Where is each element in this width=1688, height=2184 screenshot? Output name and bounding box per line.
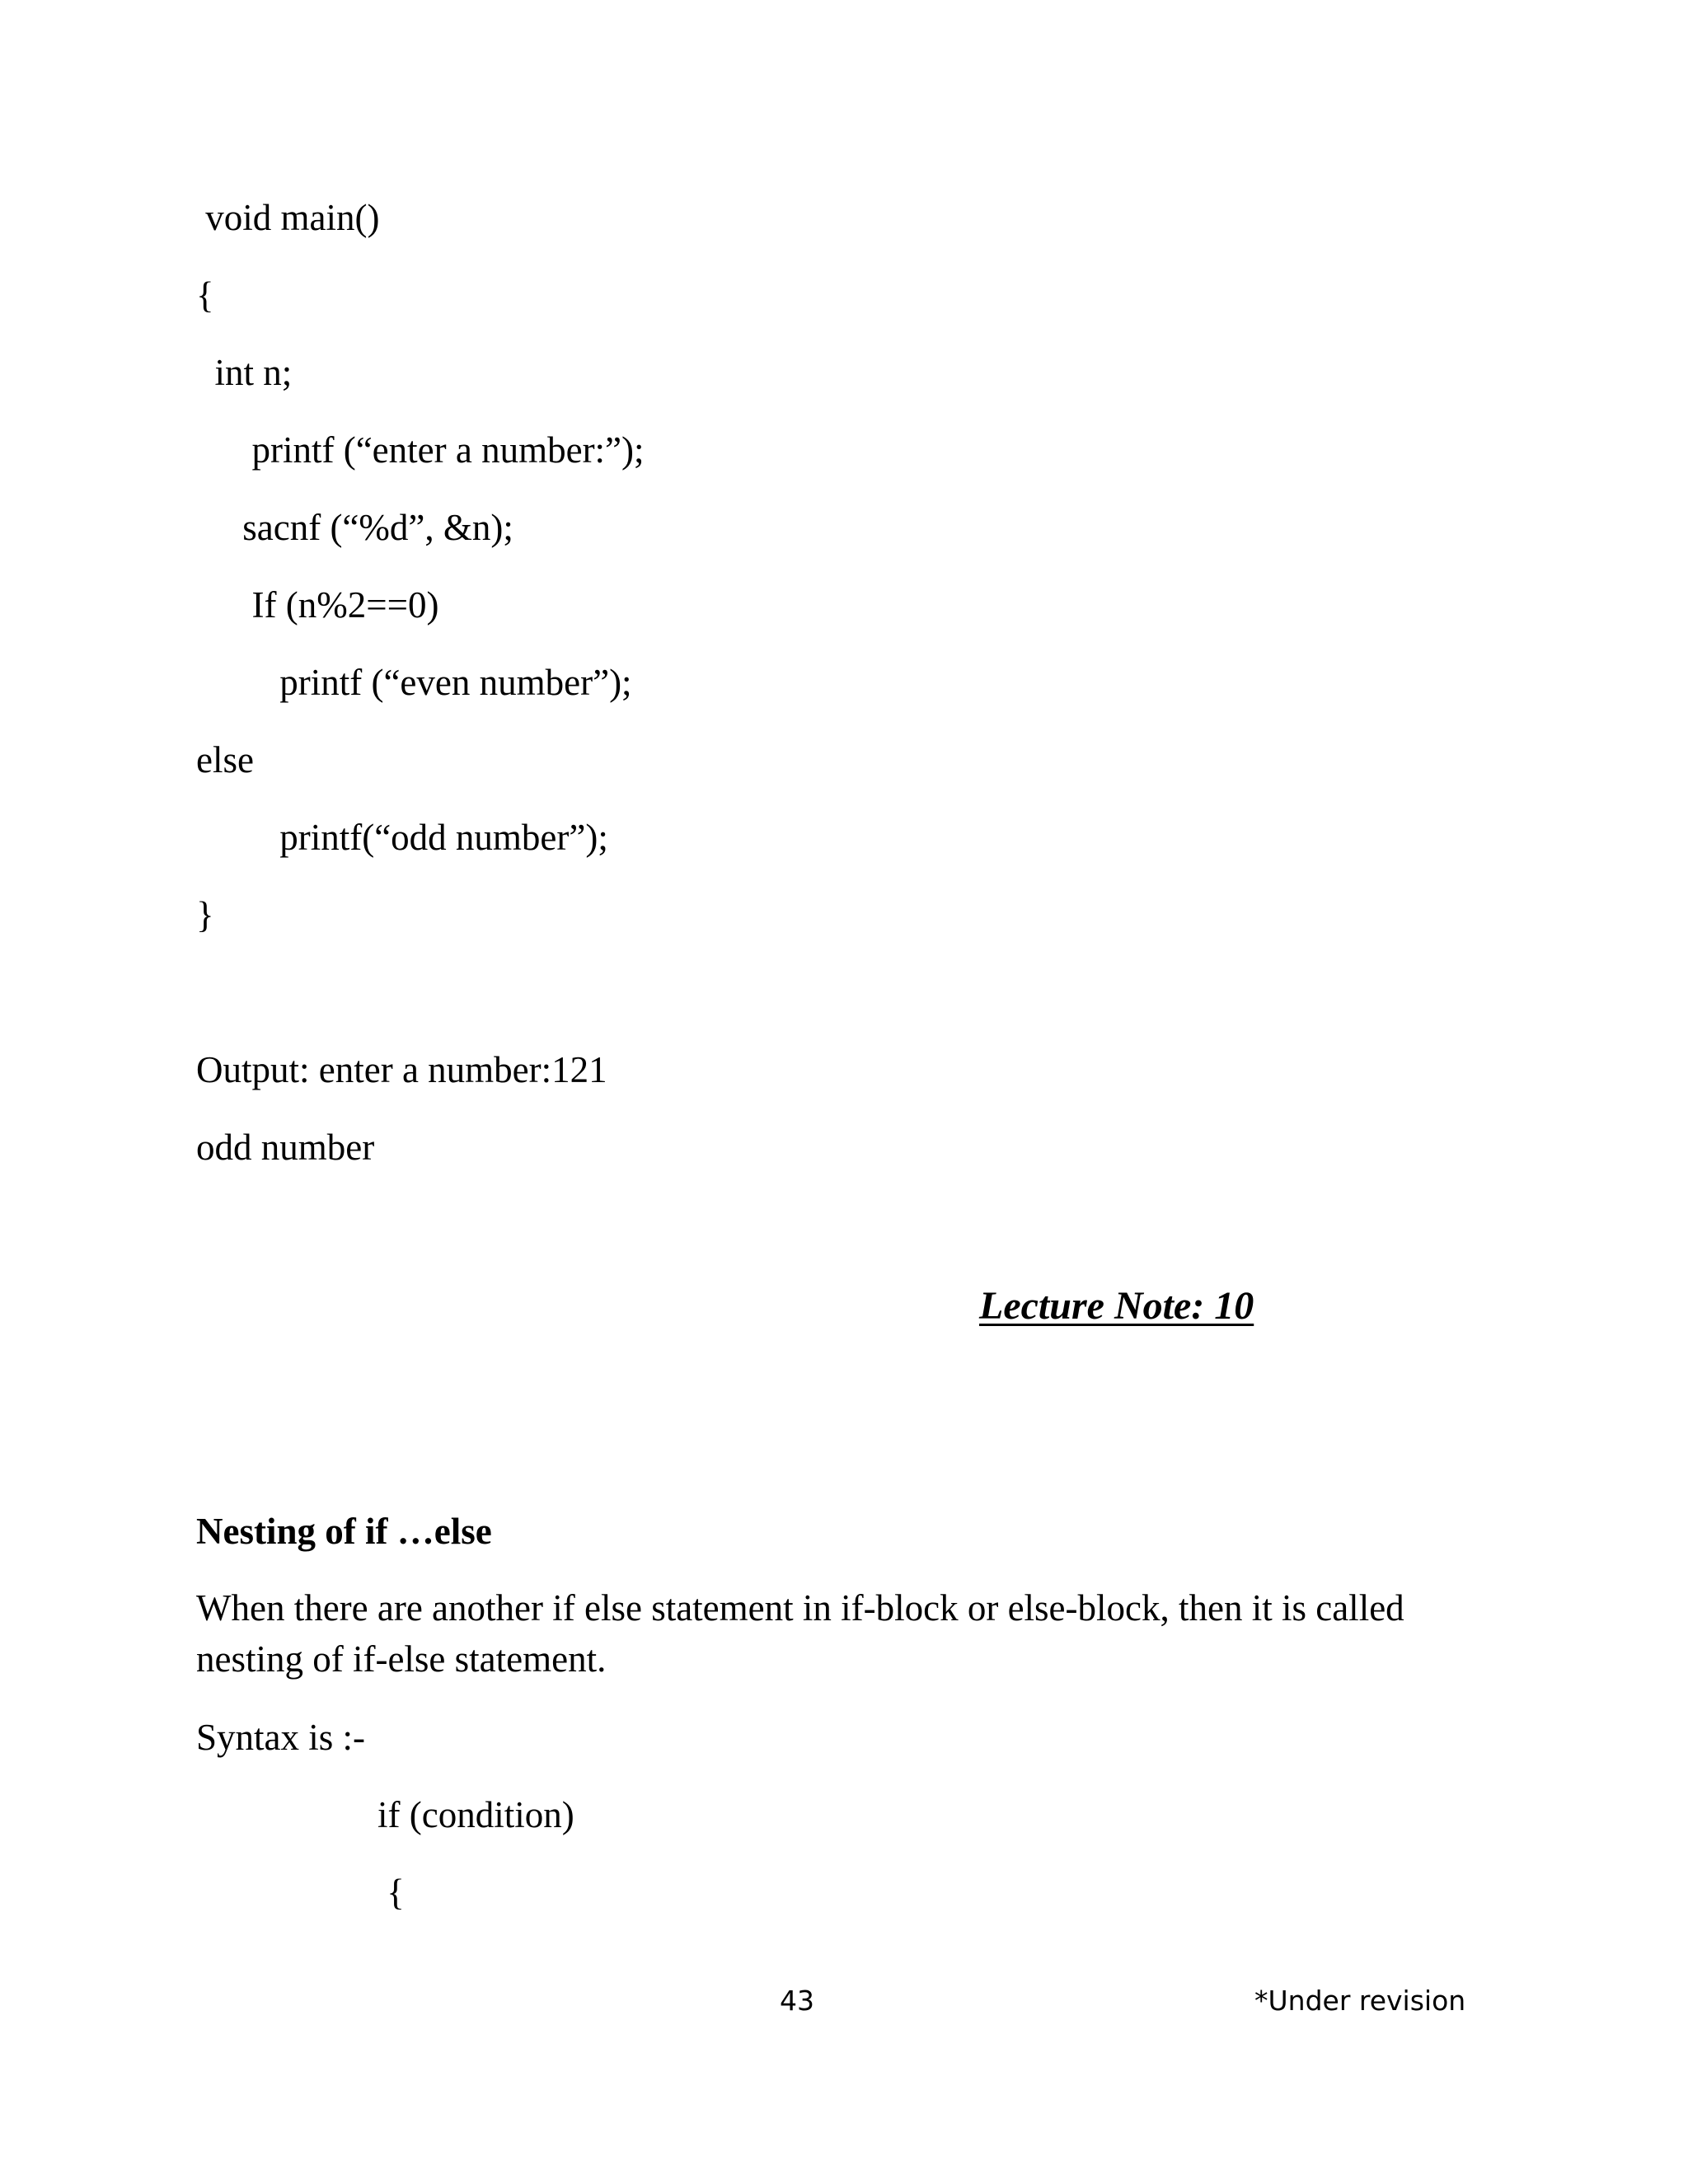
lecture-note-heading: Lecture Note: 10 xyxy=(979,1284,1254,1328)
section-title: Nesting of if …else xyxy=(196,1511,492,1552)
code-line-close-brace: } xyxy=(196,894,214,935)
page-number: 43 xyxy=(780,1985,814,2017)
code-line-printf-enter: printf (“enter a number:”); xyxy=(196,429,645,471)
code-line-if-condition: If (n%2==0) xyxy=(196,584,439,626)
output-line-prompt: Output: enter a number:121 xyxy=(196,1049,607,1090)
syntax-line-if: if (condition) xyxy=(377,1794,574,1835)
syntax-label: Syntax is :- xyxy=(196,1717,366,1758)
output-line-result: odd number xyxy=(196,1127,375,1168)
code-line-printf-odd: printf(“odd number”); xyxy=(196,817,608,858)
code-line-open-brace: { xyxy=(196,274,214,316)
syntax-line-open-brace: { xyxy=(377,1872,405,1913)
revision-note: *Under revision xyxy=(1254,1985,1466,2017)
code-line-void-main: void main() xyxy=(196,197,380,238)
code-line-printf-even: printf (“even number”); xyxy=(196,662,632,703)
code-line-else: else xyxy=(196,739,254,780)
section-paragraph: When there are another if else statement in if-block or else-block, then it is called nesting of if-else statement. xyxy=(196,1587,1404,1680)
code-line-int-n: int n; xyxy=(196,352,293,393)
code-line-scanf: sacnf (“%d”, &n); xyxy=(196,507,513,548)
